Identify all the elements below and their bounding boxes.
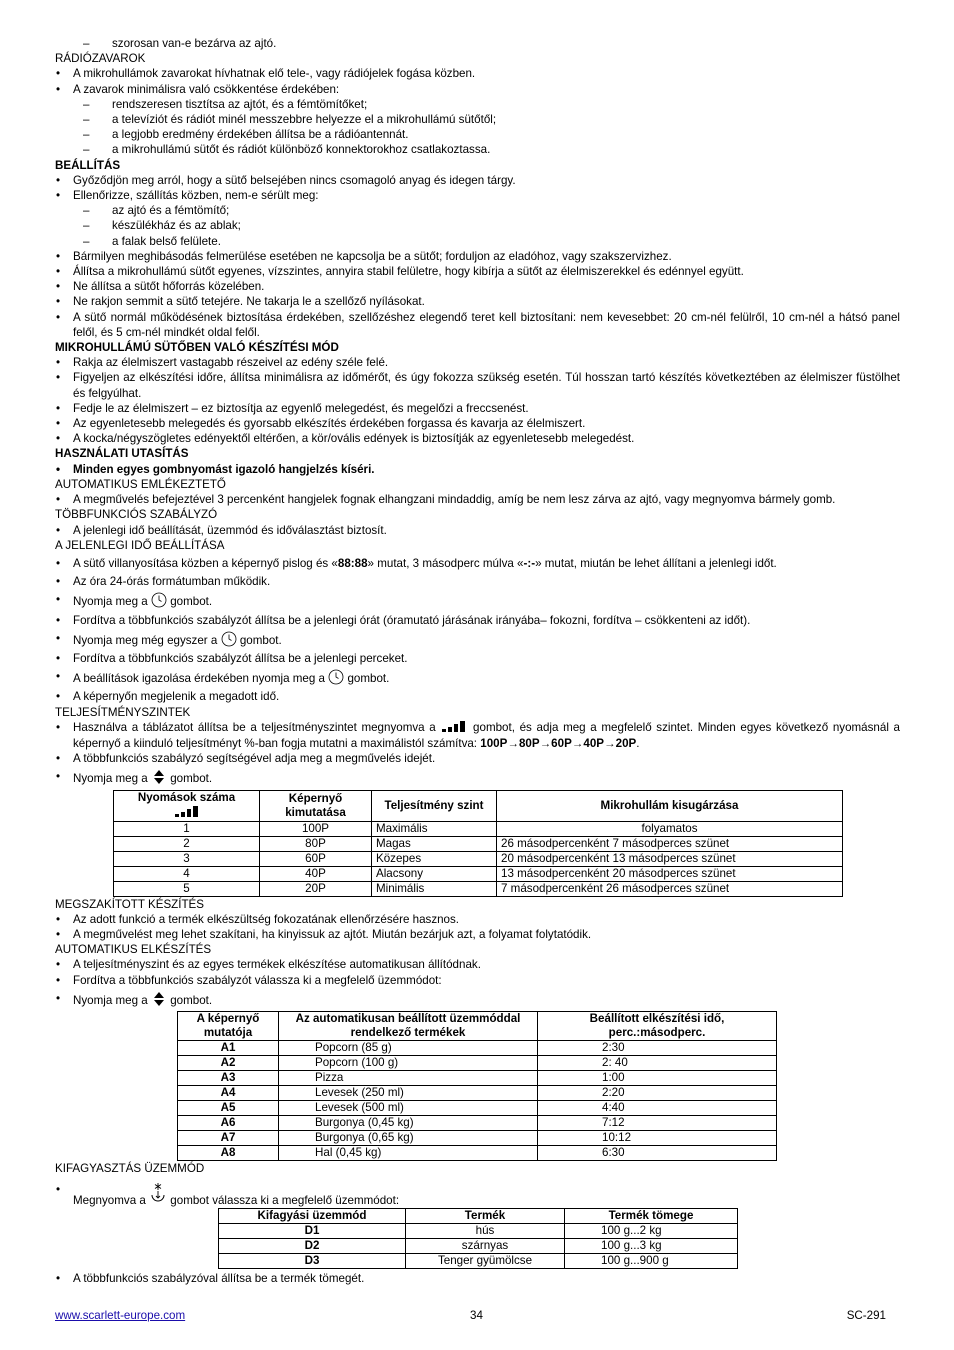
table-row (178, 1115, 777, 1130)
table-row (219, 1254, 738, 1269)
list-item: • Ne állítsa a sütőt hőforrás közelében. (55, 279, 900, 294)
list-item (55, 669, 900, 689)
table-row (178, 1100, 777, 1115)
website-link[interactable]: www.scarlett-europe.com (55, 1309, 186, 1322)
table-cell: A2 (178, 1055, 279, 1070)
list-item: • A sütő normál működésének biztosítása érdekében, szellőzéshez elegendő teret kell biztosítani: nem kevesebbet: 20 cm-nél felülről, 10 cm-nél a hátsó panel felől, és 5 cm-nél mindkét oldal felől. (55, 310, 900, 340)
list-item: – a falak belső felülete. (55, 234, 900, 249)
table-cell: Maximális (372, 821, 497, 836)
text: A beállítások igazolása érdekében nyomja meg a (73, 672, 325, 686)
display-88-88: 88:88 (337, 556, 368, 570)
table-header-row (178, 1011, 777, 1040)
list-item (55, 991, 900, 1011)
table-header: Beállított elkészítési idő, perc.:másodperc. (538, 1011, 777, 1040)
text: Nyomja meg a (73, 772, 148, 786)
list-item: • Bármilyen meghibásodás felmerülése esetében ne kapcsolja be a sütőt; forduljon az eladóhoz, vagy szakszervizhez. (55, 249, 900, 264)
power-level-icon (440, 720, 468, 736)
section-heading: AUTOMATIKUS EMLÉKEZTETŐ (55, 477, 226, 491)
text: gombot. (170, 595, 213, 609)
table-cell: Popcorn (100 g) (279, 1055, 538, 1070)
text: gombot. (170, 993, 213, 1007)
text: Megnyomva a (73, 1194, 146, 1208)
list-item: • Állítsa a mikrohullámú sütőt egyenes, vízszintes, annyira stabil felületre, hogy kibírja a sütőt az élelmiszerekkel és edénnyel együtt. (55, 264, 900, 279)
table-row (178, 1070, 777, 1085)
table-cell: 4:40 (538, 1100, 777, 1115)
table-cell: szárnyas (406, 1239, 565, 1254)
list-item: • Az egyenletesebb melegedés és gyorsabb elkészítés érdekében forgassa és kavarja az élelmiszert. (55, 416, 900, 431)
table-row (178, 1055, 777, 1070)
table-cell: 2: 40 (538, 1055, 777, 1070)
section-heading: MIKROHULLÁMÚ SÜTŐBEN VALÓ KÉSZÍTÉSI MÓD (55, 341, 339, 355)
section-heading: HASZNÁLATI UTASÍTÁS (55, 447, 189, 461)
section-heading: KIFAGYASZTÁS ÜZEMMÓD (55, 1161, 205, 1175)
table-cell: A7 (178, 1130, 279, 1145)
table-cell: 20 másodpercenként 13 másodperces szünet (497, 851, 843, 866)
list-item (55, 556, 900, 571)
section-heading: TELJESÍTMÉNYSZINTEK (55, 705, 191, 719)
table-header: Az automatikusan beállított üzemmóddal rendelkező termékek (279, 1011, 538, 1040)
table-cell: 100 g...3 kg (565, 1239, 738, 1254)
table-row (178, 1145, 777, 1160)
table-cell: Közepes (372, 851, 497, 866)
list-item: • A többfunkciós szabályzóval állítsa be a termék tömegét. (55, 1271, 900, 1286)
list-item: • Győződjön meg arról, hogy a sütő belsejében nincs csomagoló anyag és idegen tárgy. (55, 173, 900, 188)
table-header-row (114, 790, 843, 821)
section-heading: MEGSZAKÍTOTT KÉSZÍTÉS (55, 897, 205, 911)
list-item: • A jelenlegi idő beállítását, üzemmód és időválasztást biztosít. (55, 523, 900, 538)
table-header: A képernyő mutatója (178, 1011, 279, 1040)
text: gombot. (170, 772, 213, 786)
clock-icon (328, 669, 344, 689)
table-cell: 1 (114, 821, 260, 836)
list-item: – a mikrohullámú sütőt és rádiót különböző konnektorokhoz csatlakoztassa. (55, 142, 900, 157)
list-item: • A megművelés befejeztével 3 percenként hangjelek fognak elhangzani mindaddig, amíg be nem lesz zárva az ajtó, vagy megnyomva bármely gomb. (55, 492, 900, 507)
table-row (219, 1239, 738, 1254)
text: » mutat, 3 másodperc múlva « (367, 556, 524, 570)
text: » mutat, miután be lehet állítani a jelenlegi időt. (535, 556, 777, 570)
table-cell: hús (406, 1224, 565, 1239)
list-item: • Fordítva a többfunkciós szabályzót állítsa be a jelenlegi perceket. (55, 651, 900, 666)
table-cell: Levesek (250 ml) (279, 1085, 538, 1100)
list-item: – szorosan van-e bezárva az ajtó. (55, 36, 900, 51)
list-item: • Az adott funkció a termék elkészültség fokozatának ellenőrzésére hasznos. (55, 912, 900, 927)
table-cell: 13 másodpercenként 20 másodperces szünet (497, 866, 843, 881)
section-heading: A JELENLEGI IDŐ BEÁLLÍTÁSA (55, 538, 225, 552)
clock-icon (151, 592, 167, 612)
model-number: SC-291 (846, 1309, 886, 1322)
table-cell: Alacsony (372, 866, 497, 881)
table-row (114, 851, 843, 866)
text: Használva a táblázatot állítsa be a teljesítményszintet megnyomva a (73, 720, 436, 734)
list-item (55, 720, 900, 751)
list-item: • A teljesítményszint és az egyes termékek elkészítése automatikusan állítódnak. (55, 957, 900, 972)
list-item: • Fedje le az élelmiszert – ez biztosítja az egyenlő melegedést, és megelőzi a freccsenést. (55, 401, 900, 416)
list-item: • Fordítva a többfunkciós szabályzót válassza ki a megfelelő üzemmódot: (55, 973, 900, 988)
table-cell: Burgonya (0,65 kg) (279, 1130, 538, 1145)
table-cell: 2:20 (538, 1085, 777, 1100)
table-cell: D1 (219, 1224, 406, 1239)
list-item: – a televíziót és rádiót minél messzebbre helyezze el a mikrohullámú sütőtől; (55, 112, 900, 127)
table-cell: 100 g...900 g (565, 1254, 738, 1269)
text: gombot válassza ki a megfelelő üzemmódot: (170, 1194, 400, 1208)
list-item: – készülékház és az ablak; (55, 218, 900, 233)
table-header-row (219, 1209, 738, 1224)
power-sequence: 100P→80P→60P→40P→20P (480, 736, 637, 750)
list-item: • A többfunkciós szabályzó segítségével adja meg a megművelés idejét. (55, 751, 900, 766)
section-heading: RÁDIÓZAVAROK (55, 52, 146, 66)
list-item: • Rakja az élelmiszert vastagabb részeivel az edény széle felé. (55, 355, 900, 370)
table-header: Mikrohullám kisugárzása (497, 790, 843, 821)
table-cell: 4 (114, 866, 260, 881)
table-cell: 100 g...2 kg (565, 1224, 738, 1239)
table-cell: Popcorn (85 g) (279, 1040, 538, 1055)
table-cell: folyamatos (497, 821, 843, 836)
table-header: Teljesítmény szint (372, 790, 497, 821)
table-cell: 3 (114, 851, 260, 866)
text: gombot, és adja meg a megfelelő szintet. Minden egyes következő nyomásnál a képernyő a kiinduló teljesítményt %-ban fogja mutatni a maximálistól számítva: (73, 720, 900, 750)
table-cell: 100P (260, 821, 372, 836)
table-cell: 5 (114, 881, 260, 896)
table-header: Termék (406, 1209, 565, 1224)
defrost-table (218, 1208, 738, 1269)
table-cell: 10:12 (538, 1130, 777, 1145)
text: . (636, 736, 640, 750)
power-level-icon (173, 805, 201, 821)
table-cell: 40P (260, 866, 372, 881)
table-cell: Tenger gyümölcse (406, 1254, 565, 1269)
list-item: • A képernyőn megjelenik a megadott idő. (55, 689, 900, 704)
list-item (55, 1182, 900, 1208)
list-item: • A megművelést meg lehet szakítani, ha kinyissuk az ajtót. Miután bezárjuk azt, a folyamat folytatódik. (55, 927, 900, 942)
list-item: • A kocka/négyszögletes edényektől eltérően, a kör/ovális edények is biztosítják az egyenletesebb melegedést. (55, 431, 900, 446)
table-header: Képernyő kimutatása (260, 790, 372, 821)
table-cell: A8 (178, 1145, 279, 1160)
list-item (55, 592, 900, 612)
table-cell: A6 (178, 1115, 279, 1130)
table-row (114, 866, 843, 881)
text: gombot. (347, 672, 390, 686)
table-cell: Burgonya (0,45 kg) (279, 1115, 538, 1130)
table-row (178, 1040, 777, 1055)
table-cell: Minimális (372, 881, 497, 896)
list-item: • A zavarok minimálisra való csökkentése érdekében: (55, 82, 900, 97)
list-item: • Fordítva a többfunkciós szabályzót állítsa be a jelenlegi órát (óramutató járásának irányába– fokozni, fordítva – csökkenteni az időt). (55, 613, 900, 628)
text: Nyomja meg még egyszer a (73, 633, 218, 647)
table-row (178, 1130, 777, 1145)
table-cell: 1:00 (538, 1070, 777, 1085)
list-item (55, 769, 900, 789)
section-heading: BEÁLLÍTÁS (55, 158, 121, 172)
table-row (219, 1224, 738, 1239)
list-item (55, 631, 900, 651)
text: Nyomja meg a (73, 993, 148, 1007)
table-cell: A5 (178, 1100, 279, 1115)
table-row (114, 821, 843, 836)
table-cell: 60P (260, 851, 372, 866)
table-cell: 2:30 (538, 1040, 777, 1055)
table-header: Kifagyási üzemmód (219, 1209, 406, 1224)
list-item: • Figyeljen az elkészítési időre, állítsa minimálisra az időmérőt, és úgy fokozza szükség esetén. Túl hosszan tartó készítés következtében az élelmiszer füstölhet és felgyúlhat. (55, 370, 900, 400)
table-cell: 7:12 (538, 1115, 777, 1130)
power-level-table (113, 790, 843, 897)
clock-icon (221, 631, 237, 651)
table-cell: A3 (178, 1070, 279, 1085)
table-header: Nyomások száma (114, 790, 260, 821)
page-number: 34 (470, 1309, 483, 1322)
table-row (178, 1085, 777, 1100)
list-item: • Ne rakjon semmit a sütő tetejére. Ne takarja le a szellőző nyílásokat. (55, 294, 900, 309)
list-item: – rendszeresen tisztítsa az ajtót, és a fémtömítőket; (55, 97, 900, 112)
table-cell: 6:30 (538, 1145, 777, 1160)
document-body (55, 36, 900, 1287)
table-cell: A1 (178, 1040, 279, 1055)
table-cell: 7 másodpercenként 26 másodperces szünet (497, 881, 843, 896)
table-header: Termék tömege (565, 1209, 738, 1224)
list-item: • Az óra 24-órás formátumban működik. (55, 574, 900, 589)
defrost-icon (149, 1182, 167, 1208)
table-row (114, 836, 843, 851)
table-cell: Magas (372, 836, 497, 851)
table-cell: 2 (114, 836, 260, 851)
text: A sütő villanyosítása közben a képernyő pislog és « (73, 556, 338, 570)
table-cell: 20P (260, 881, 372, 896)
list-item: – a legjobb eredmény érdekében állítsa be a rádióantennát. (55, 127, 900, 142)
table-cell: 80P (260, 836, 372, 851)
table-cell: D2 (219, 1239, 406, 1254)
table-cell: Levesek (500 ml) (279, 1100, 538, 1115)
auto-cook-table (177, 1011, 777, 1161)
text: gombot. (239, 633, 282, 647)
list-item: • Minden egyes gombnyomást igazoló hangjelzés kíséri. (55, 462, 900, 477)
display-dash-colon: -:- (523, 556, 536, 570)
start-button-icon (151, 769, 167, 789)
list-item: • Ellenőrizze, szállítás közben, nem-e sérült meg: (55, 188, 900, 203)
start-button-icon (151, 991, 167, 1011)
table-cell: Hal (0,45 kg) (279, 1145, 538, 1160)
table-row (114, 881, 843, 896)
table-cell: Pizza (279, 1070, 538, 1085)
list-item: • A mikrohullámok zavarokat hívhatnak elő tele-, vagy rádiójelek fogása közben. (55, 66, 900, 81)
list-item: – az ajtó és a fémtömítő; (55, 203, 900, 218)
table-cell: A4 (178, 1085, 279, 1100)
section-heading: TÖBBFUNKCIÓS SZABÁLYZÓ (55, 508, 218, 522)
table-cell: D3 (219, 1254, 406, 1269)
section-heading: AUTOMATIKUS ELKÉSZÍTÉS (55, 943, 212, 957)
table-cell: 26 másodpercenként 7 másodperces szünet (497, 836, 843, 851)
text: Nyomja meg a (73, 595, 148, 609)
